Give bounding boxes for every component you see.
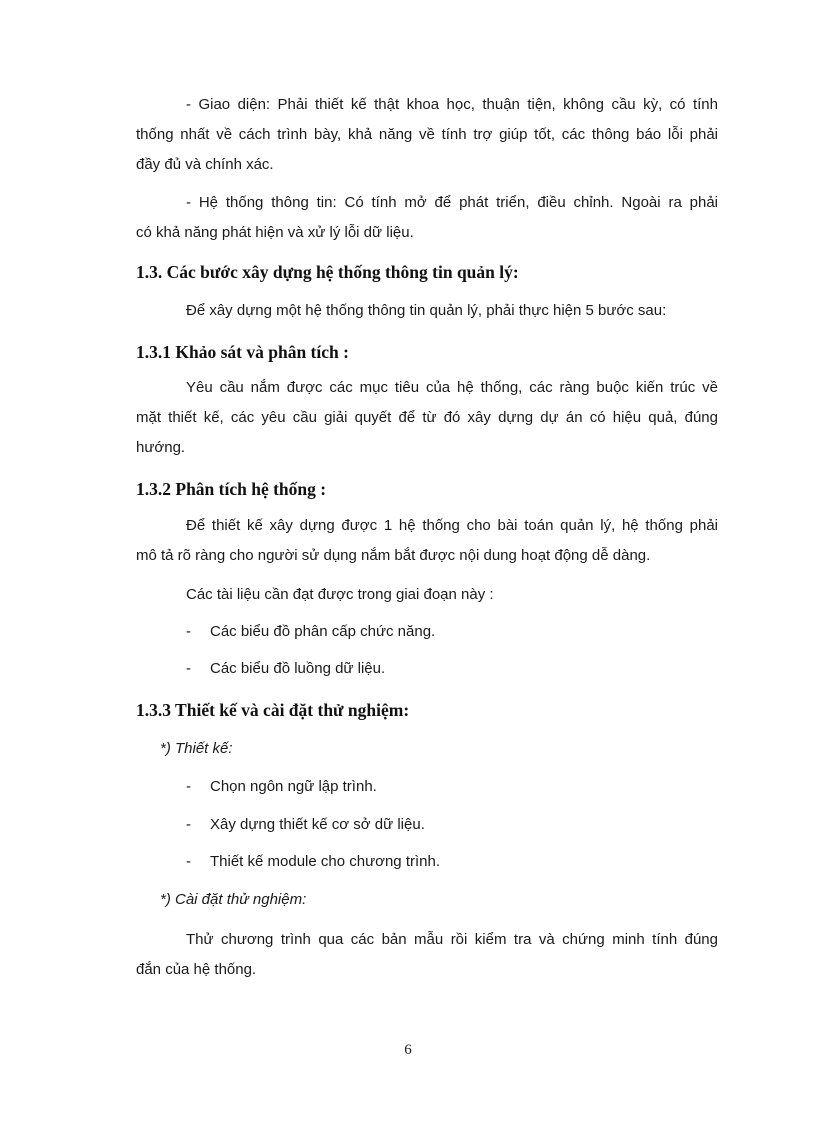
paragraph-line: Để xây dựng một hệ thống thông tin quản lý, phải thực hiện 5 bước sau:	[186, 302, 667, 319]
paragraph-line: có khả năng phát hiện và xử lý lỗi dữ liệu.	[136, 224, 414, 241]
paragraph-line: hướng.	[136, 439, 186, 456]
paragraph-line: thống nhất về cách trình bày, khả năng về tính trợ giúp tốt, các thông báo lỗi phải	[136, 126, 718, 143]
paragraph-line: đắn của hệ thống.	[136, 961, 257, 978]
design-label: *) Thiết kế:	[160, 740, 233, 757]
paragraph-line: Các tài liệu cần đạt được trong giai đoạn này :	[186, 586, 494, 603]
subsection-heading: 1.3.1 Khảo sát và phân tích :	[136, 342, 349, 362]
paragraph-line: đầy đủ và chính xác.	[136, 156, 274, 173]
paragraph-line: mô tả rõ ràng cho người sử dụng nắm bắt được nội dung hoạt động dễ dàng.	[136, 547, 651, 564]
bullet-dash: -	[186, 816, 191, 833]
install-label: *) Cài đặt thử nghiệm:	[160, 891, 307, 908]
paragraph-line: Để thiết kế xây dựng được 1 hệ thống cho bài toán quản lý, hệ thống phải	[186, 517, 718, 534]
page-number: 6	[404, 1042, 412, 1058]
list-item: Các biểu đồ phân cấp chức năng.	[210, 623, 436, 640]
bullet-dash: -	[186, 853, 191, 870]
list-item: Các biểu đồ luồng dữ liệu.	[210, 660, 386, 677]
subsection-heading: 1.3.3 Thiết kế và cài đặt thử nghiệm:	[136, 700, 410, 720]
paragraph-line: mặt thiết kế, các yêu cầu giải quyết để từ đó xây dựng dự án có hiệu quả, đúng	[136, 409, 718, 426]
paragraph-line: Yêu cầu nắm được các mục tiêu của hệ thống, các ràng buộc kiến trúc về	[186, 379, 718, 396]
paragraph-line: Thử chương trình qua các bản mẫu rồi kiểm tra và chứng minh tính đúng	[186, 931, 718, 948]
section-heading: 1.3. Các bước xây dựng hệ thống thông tin quản lý:	[136, 262, 519, 282]
subsection-heading: 1.3.2 Phân tích hệ thống :	[136, 479, 327, 499]
paragraph-line: - Hệ thống thông tin: Có tính mở để phát triển, điều chỉnh. Ngoài ra phải	[186, 194, 718, 211]
list-item: Xây dựng thiết kế cơ sở dữ liệu.	[210, 816, 425, 833]
bullet-dash: -	[186, 660, 191, 677]
bullet-dash: -	[186, 778, 191, 795]
paragraph-line: - Giao diện: Phải thiết kế thật khoa học, thuận tiện, không cầu kỳ, có tính	[186, 96, 718, 113]
bullet-dash: -	[186, 623, 191, 640]
list-item: Chọn ngôn ngữ lập trình.	[210, 778, 377, 795]
list-item: Thiết kế module cho chương trình.	[210, 853, 440, 870]
